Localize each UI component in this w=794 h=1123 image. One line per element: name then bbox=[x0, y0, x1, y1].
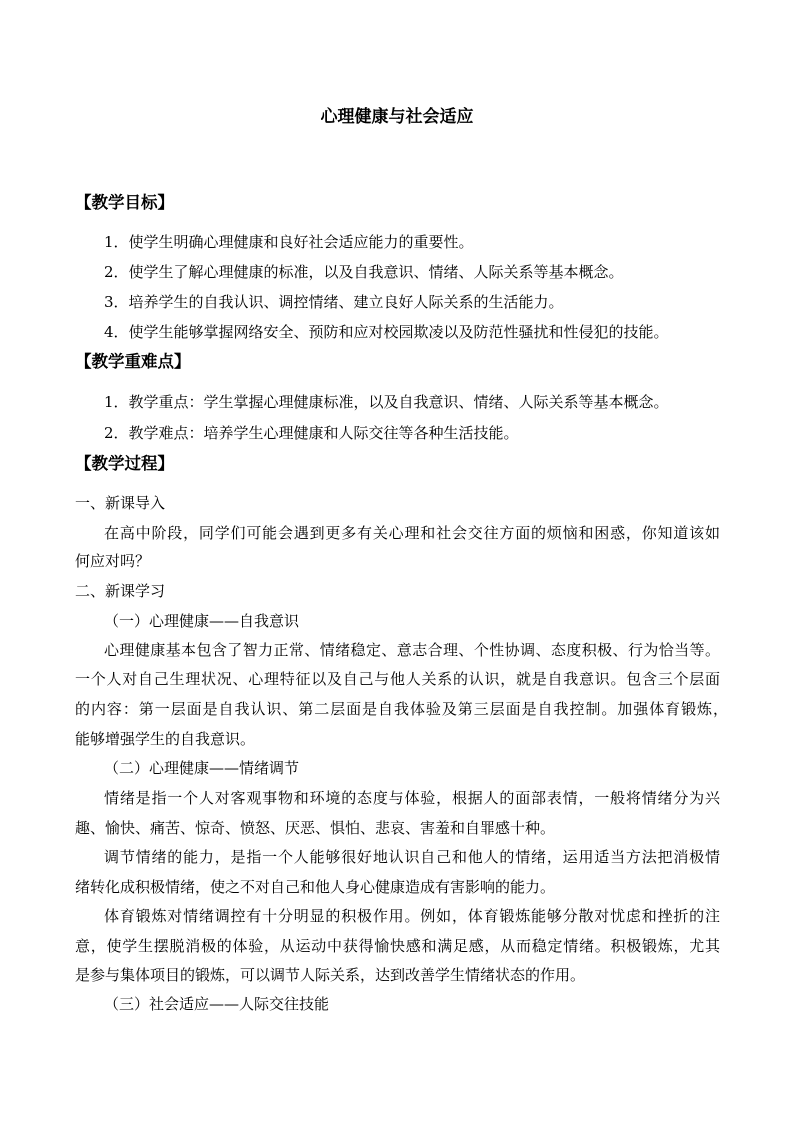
subsection-title: （二）心理健康——情绪调节 bbox=[104, 759, 300, 777]
part2-title: 二、新课学习 bbox=[75, 582, 166, 600]
subsection-title: （三）社会适应——人际交往技能 bbox=[104, 995, 330, 1013]
paragraph-line: 心理健康基本包含了智力正常、情绪稳定、意志合理、个性协调、态度积极、行为恰当等。 bbox=[104, 641, 720, 659]
paragraph-line: 调节情绪的能力，是指一个人能够很好地认识自己和他人的情绪，运用适当方法把消极情 bbox=[104, 848, 720, 866]
paragraph-line: 一个人对自己生理状况、心理特征以及自己与他人关系的认识，就是自我意识。包含三个层面 bbox=[75, 670, 720, 688]
key-point-item: 1．教学重点：学生掌握心理健康标准，以及自我意识、情绪、人际关系等基本概念。 bbox=[104, 393, 669, 411]
process-heading: 【教学过程】 bbox=[75, 454, 174, 473]
subsection-title: （一）心理健康——自我意识 bbox=[104, 612, 300, 630]
objective-item: 3．培养学生的自我认识、调控情绪、建立良好人际关系的生活能力。 bbox=[104, 293, 564, 311]
objectives-heading: 【教学目标】 bbox=[75, 193, 174, 212]
paragraph-line: 在高中阶段，同学们可能会遇到更多有关心理和社会交往方面的烦恼和困惑，你知道该如 bbox=[104, 524, 720, 542]
objective-item: 2．使学生了解心理健康的标准，以及自我意识、情绪、人际关系等基本概念。 bbox=[104, 263, 624, 281]
paragraph-line: 情绪是指一个人对客观事物和环境的态度与体验，根据人的面部表情，一般将情绪分为兴 bbox=[104, 789, 720, 807]
key-points-heading: 【教学重难点】 bbox=[75, 352, 191, 371]
paragraph-line: 意，使学生摆脱消极的体验，从运动中获得愉快感和满足感，从而稳定情绪。积极锻炼，尤其 bbox=[75, 937, 720, 955]
paragraph-line: 体育锻炼对情绪调控有十分明显的积极作用。例如，体育锻炼能够分散对忧虑和挫折的注 bbox=[104, 907, 720, 925]
key-point-item: 2．教学难点：培养学生心理健康和人际交往等各种生活技能。 bbox=[104, 424, 519, 442]
paragraph-line: 趣、愉快、痛苦、惊奇、愤怒、厌恶、惧怕、悲哀、害羞和自罪感十种。 bbox=[75, 819, 556, 837]
part1-title: 一、新课导入 bbox=[75, 494, 166, 512]
paragraph-line: 的内容：第一层面是自我认识、第二层面是自我体验及第三层面是自我控制。加强体育锻炼， bbox=[75, 700, 728, 718]
paragraph-line: 是参与集体项目的锻炼，可以调节人际关系，达到改善学生情绪状态的作用。 bbox=[75, 966, 586, 984]
paragraph-line: 绪转化成积极情绪，使之不对自己和他人身心健康造成有害影响的能力。 bbox=[75, 878, 556, 896]
paragraph-line: 能够增强学生的自我意识。 bbox=[75, 730, 256, 748]
paragraph-line: 何应对吗？ bbox=[75, 552, 151, 570]
page-title: 心理健康与社会适应 bbox=[320, 107, 474, 127]
objective-item: 4．使学生能够掌握网络安全、预防和应对校园欺凌以及防范性骚扰和性侵犯的技能。 bbox=[104, 323, 669, 341]
objective-item: 1．使学生明确心理健康和良好社会适应能力的重要性。 bbox=[104, 233, 474, 251]
